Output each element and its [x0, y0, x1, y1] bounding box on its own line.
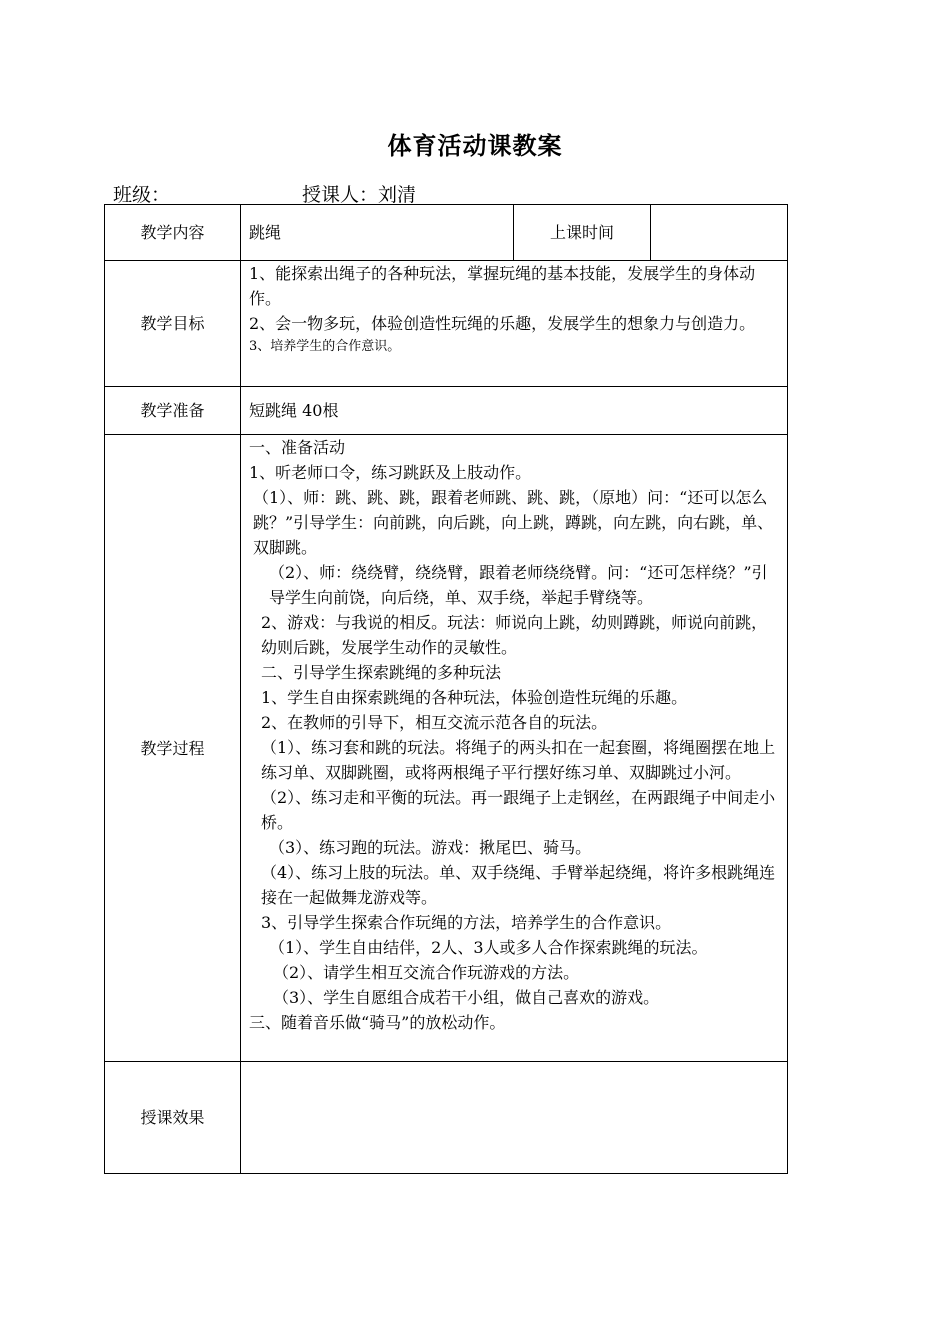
time-value-cell — [651, 205, 788, 261]
process-item: （4）、练习上肢的玩法。单、双手绕绳、手臂举起绕绳，将许多根跳绳连接在一起做舞龙游戏等。 — [261, 863, 776, 907]
time-label: 上课时间 — [549, 223, 614, 242]
time-label-cell — [514, 205, 651, 261]
prep-cell — [241, 387, 788, 435]
table-row — [105, 387, 788, 435]
process-item: 2、游戏：与我说的相反。玩法：师说向上跳，幼则蹲跳，师说向前跳，幼则后跳，发展学生动作的灵敏性。 — [261, 613, 768, 657]
goal-item: 3、培养学生的合作意识。 — [249, 339, 401, 354]
process-item: （1）、练习套和跳的玩法。将绳子的两头扣在一起套圈，将绳圈摆在地上练习单、双脚跳圈，或将两根绳子平行摆好练习单、双脚跳过小河。 — [261, 738, 776, 782]
goals-cell — [241, 261, 788, 387]
process-label-cell — [105, 435, 241, 1062]
goals-label-cell — [105, 261, 241, 387]
table-row — [105, 435, 788, 1062]
process-item: （2）、请学生相互交流合作玩游戏的方法。 — [273, 963, 580, 982]
table-row — [105, 261, 788, 387]
process-item: 一、准备活动 — [249, 438, 346, 457]
prep-label-cell — [105, 387, 241, 435]
process-item: （1）、学生自由结伴，2人、3人或多人合作探索跳绳的玩法。 — [269, 938, 708, 957]
process-item: 三、随着音乐做“骑马”的放松动作。 — [249, 1013, 506, 1032]
process-cell — [241, 435, 788, 1062]
process-item: 2、在教师的引导下，相互交流示范各自的玩法。 — [261, 713, 608, 732]
effect-label-cell — [105, 1062, 241, 1174]
goals-label: 教学目标 — [140, 314, 205, 333]
content-label: 教学内容 — [140, 223, 205, 242]
page-title: 体育活动课教案 — [387, 132, 563, 160]
process-item: （1）、师：跳、跳、跳，跟着老师跳、跳、跳，（原地）问：“还可以怎么跳？”引导学生：向前跳，向后跳，向上跳，蹲跳，向左跳，向右跳，单、双脚跳。 — [253, 488, 774, 557]
content-value-cell — [241, 205, 514, 261]
teacher-line: 授课人：刘清 — [302, 184, 417, 206]
goal-item: 2、会一物多玩，体验创造性玩绳的乐趣，发展学生的想象力与创造力。 — [249, 314, 756, 333]
content-value: 跳绳 — [249, 223, 282, 242]
process-item: （2）、师：绕绕臂，绕绕臂，跟着老师绕绕臂。问：“还可怎样绕？”引导学生向前饶，向后绕，单、双手绕，举起手臂绕等。 — [269, 563, 768, 607]
lesson-plan-table — [104, 204, 788, 1174]
effect-cell — [241, 1062, 788, 1174]
process-item: （3）、练习跑的玩法。游戏：揪尾巴、骑马。 — [269, 838, 592, 857]
process-item: 1、学生自由探索跳绳的各种玩法，体验创造性玩绳的乐趣。 — [261, 688, 688, 707]
content-label-cell — [105, 205, 241, 261]
table-row — [105, 1062, 788, 1174]
process-item: （2）、练习走和平衡的玩法。再一跟绳子上走钢丝，在两跟绳子中间走小桥。 — [261, 788, 776, 832]
process-label: 教学过程 — [140, 738, 205, 758]
prep-label: 教学准备 — [140, 401, 205, 420]
table-row — [105, 205, 788, 261]
goal-item: 1、能探索出绳子的各种玩法，掌握玩绳的基本技能，发展学生的身体动作。 — [249, 264, 756, 308]
process-item: 二、引导学生探索跳绳的多种玩法 — [261, 663, 502, 682]
class-label: 班级： — [113, 184, 171, 206]
process-item: 3、引导学生探索合作玩绳的方法，培养学生的合作意识。 — [261, 913, 672, 932]
process-item: （3）、学生自愿组合成若干小组，做自己喜欢的游戏。 — [273, 988, 660, 1007]
process-item: 1、听老师口令，练习跳跃及上肢动作。 — [249, 463, 532, 482]
prep-value: 短跳绳 40根 — [249, 401, 339, 420]
effect-label: 授课效果 — [140, 1108, 205, 1127]
